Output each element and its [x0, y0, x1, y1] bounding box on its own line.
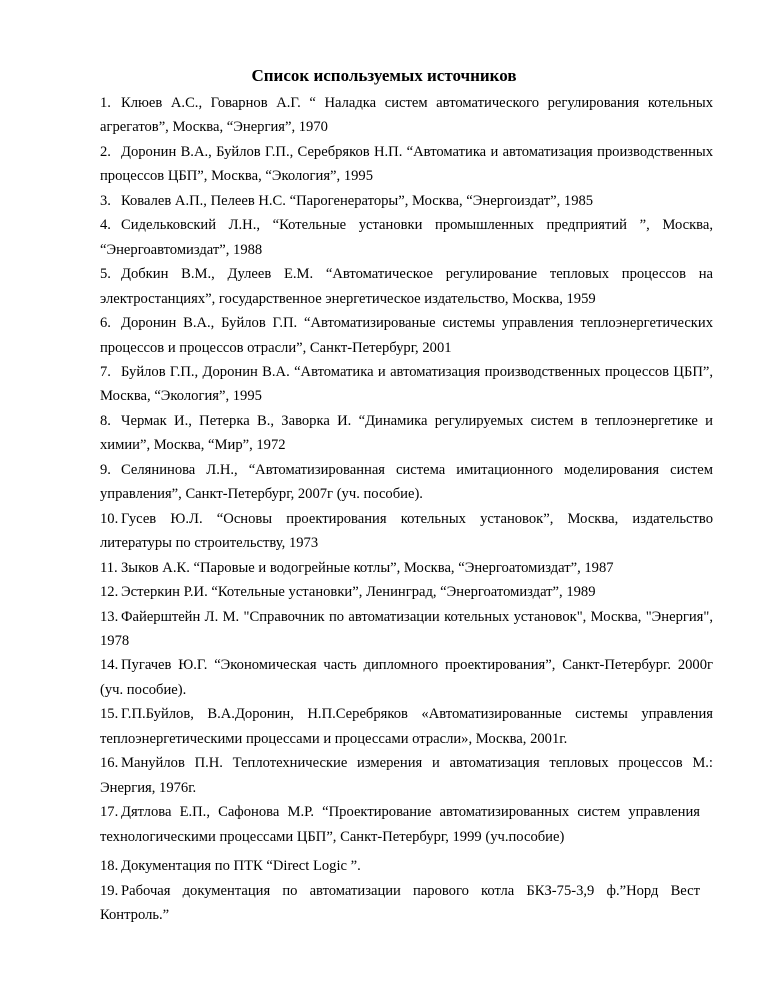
- reference-text: Доронин В.А., Буйлов Г.П., Серебряков Н.П. “Автоматика и автоматизация производственных процессов ЦБП”, Москва, “Экология”, 1995: [100, 143, 713, 185]
- reference-number: 14.: [100, 657, 119, 674]
- reference-number: 8.: [100, 412, 111, 429]
- reference-text: Документация по ПТК “Direct Logic ”.: [121, 858, 361, 875]
- reference-item: [100, 409, 713, 458]
- reference-number: 5.: [100, 266, 111, 283]
- reference-number: 6.: [100, 315, 111, 332]
- reference-item: [100, 507, 713, 556]
- reference-item: [100, 879, 700, 928]
- page-title: Список используемых источников: [251, 66, 517, 85]
- reference-item: [100, 213, 713, 262]
- reference-text: Файерштейн Л. М. "Справочник по автоматизации котельных установок", Москва, "Энергия", 1978: [100, 608, 713, 649]
- reference-number: 11.: [100, 559, 118, 576]
- reference-text: Буйлов Г.П., Доронин В.А. “Автоматика и автоматизация производственных процессов ЦБП”, Москва, “Экология”, 1995: [100, 363, 713, 405]
- reference-text: Рабочая документация по автоматизации парового котла БКЗ-75-3,9 ф.”Норд Вест Контроль.”: [100, 882, 700, 923]
- reference-item: [100, 580, 713, 604]
- reference-text: Ковалев А.П., Пелеев Н.С. “Парогенераторы”, Москва, “Энергоиздат”, 1985: [121, 192, 594, 209]
- reference-number: 10.: [100, 510, 119, 527]
- reference-number: 4.: [100, 217, 111, 234]
- reference-number: 17.: [100, 804, 119, 821]
- reference-text: Дятлова Е.П., Сафонова М.Р. “Проектирование автоматизированных систем управления технологическими процессами ЦБП”, Санкт-Петербург, 1999 (уч.пособие): [100, 804, 700, 845]
- reference-item: [100, 556, 713, 580]
- reference-item: [100, 360, 713, 409]
- reference-item: [100, 854, 713, 878]
- reference-item: [100, 311, 713, 360]
- reference-item: [100, 653, 713, 702]
- reference-text: Гусев Ю.Л. “Основы проектирования котельных установок”, Москва, издательство литературы по строительству, 1973: [100, 510, 713, 552]
- reference-item: [100, 189, 713, 213]
- reference-text: Пугачев Ю.Г. “Экономическая часть дипломного проектирования”, Санкт-Петербург. 2000г (уч. пособие).: [100, 657, 713, 698]
- reference-item: [100, 800, 700, 849]
- reference-text: Эстеркин Р.И. “Котельные установки”, Ленинград, “Энергоатомиздат”, 1989: [121, 584, 596, 601]
- reference-text: Сидельковский Л.Н., “Котельные установки промышленных предприятий ”, Москва, “Энергоавтомиздат”, 1988: [100, 217, 713, 258]
- reference-list: [100, 91, 713, 927]
- reference-number: 3.: [100, 192, 111, 209]
- reference-item: [100, 140, 713, 189]
- reference-number: 1.: [100, 95, 111, 111]
- reference-item: [100, 605, 713, 654]
- reference-number: 18.: [100, 858, 119, 875]
- reference-text: Зыков А.К. “Паровые и водогрейные котлы”, Москва, “Энергоатомиздат”, 1987: [121, 559, 614, 576]
- reference-text: Добкин В.М., Дулеев Е.М. “Автоматическое регулирование тепловых процессов на электростанциях”, государственное энергетическое издательство, Москва, 1959: [100, 266, 713, 307]
- reference-number: 9.: [100, 461, 111, 478]
- reference-text: Доронин В.А., Буйлов Г.П. “Автоматизированые системы управления теплоэнергетических процессов и процессов отрасли”, Санкт-Петербург, 2001: [100, 315, 713, 356]
- reference-text: Селянинова Л.Н., “Автоматизированная система имитационного моделирования систем управления”, Санкт-Петербург, 2007г (уч. пособие).: [100, 461, 713, 503]
- reference-item: [100, 262, 713, 311]
- reference-number: 2.: [100, 143, 111, 160]
- reference-number: 13.: [100, 608, 119, 625]
- reference-item: [100, 751, 713, 800]
- reference-text: Клюев А.С., Говарнов А.Г. “ Наладка систем автоматического регулирования котельных агрегатов”, Москва, “Энергия”, 1970: [100, 95, 713, 136]
- reference-text: Г.П.Буйлов, В.А.Доронин, Н.П.Серебряков «Автоматизированные системы управления теплоэнергетическими процессами и процессами отрасли», Москва, 2001г.: [100, 706, 713, 747]
- reference-text: Чермак И., Петерка В., Заворка И. “Динамика регулируемых систем в теплоэнергетике и химии”, Москва, “Мир”, 1972: [100, 412, 713, 454]
- reference-number: 16.: [100, 755, 119, 772]
- reference-number: 19.: [100, 882, 119, 899]
- reference-text: Мануйлов П.Н. Теплотехнические измерения и автоматизация тепловых процессов М.: Энергия, 1976г.: [100, 755, 713, 796]
- reference-number: 15.: [100, 706, 119, 723]
- reference-item: [100, 458, 713, 507]
- reference-number: 7.: [100, 363, 111, 380]
- reference-number: 12.: [100, 584, 119, 601]
- reference-item: [100, 702, 713, 751]
- reference-item: [100, 91, 713, 140]
